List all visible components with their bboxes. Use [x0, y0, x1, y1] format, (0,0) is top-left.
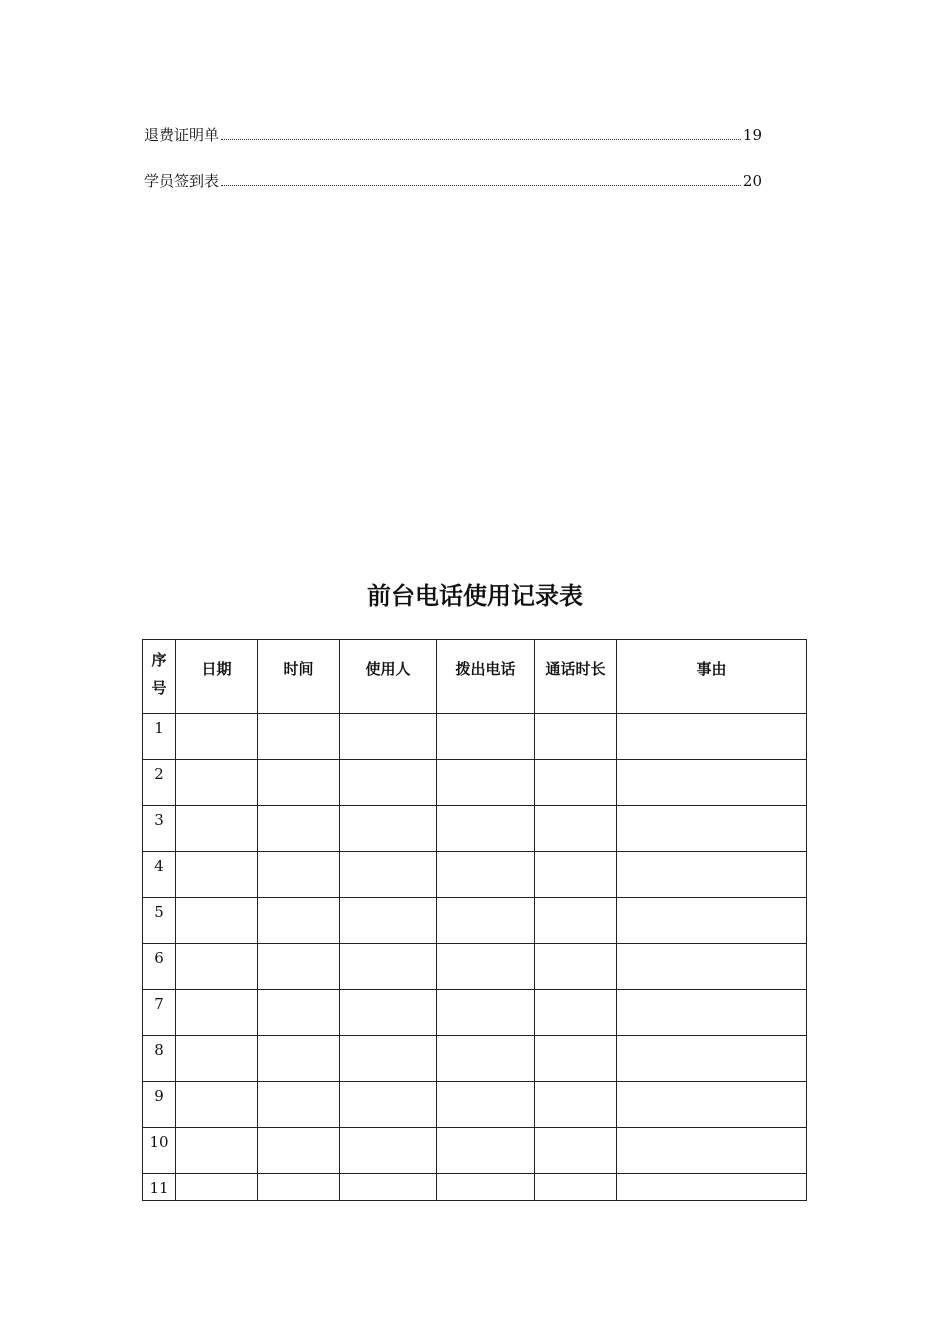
- toc-leader-dots: [221, 139, 741, 140]
- header-user: 使用人: [340, 640, 437, 714]
- user-cell[interactable]: [340, 852, 437, 898]
- dialed-number-cell[interactable]: [437, 1082, 535, 1128]
- duration-cell[interactable]: [535, 760, 617, 806]
- user-cell[interactable]: [340, 806, 437, 852]
- reason-cell[interactable]: [617, 852, 807, 898]
- toc-entry-page: 20: [742, 172, 762, 190]
- reason-cell[interactable]: [617, 944, 807, 990]
- date-cell[interactable]: [176, 944, 258, 990]
- duration-cell[interactable]: [535, 990, 617, 1036]
- toc-entry-label: 学员签到表: [144, 172, 220, 190]
- user-cell[interactable]: [340, 714, 437, 760]
- duration-cell[interactable]: [535, 714, 617, 760]
- reason-cell[interactable]: [617, 760, 807, 806]
- date-cell[interactable]: [176, 1174, 258, 1201]
- date-cell[interactable]: [176, 990, 258, 1036]
- serial-cell: 10: [143, 1128, 176, 1174]
- table-row: [143, 852, 807, 898]
- header-time: 时间: [258, 640, 340, 714]
- serial-cell: 11: [143, 1174, 176, 1201]
- serial-cell: 5: [143, 898, 176, 944]
- date-cell[interactable]: [176, 852, 258, 898]
- time-cell[interactable]: [258, 806, 340, 852]
- date-cell[interactable]: [176, 760, 258, 806]
- date-cell[interactable]: [176, 714, 258, 760]
- time-cell[interactable]: [258, 990, 340, 1036]
- table-header-row: [143, 640, 807, 714]
- toc-entry: [144, 170, 762, 216]
- reason-cell[interactable]: [617, 1174, 807, 1201]
- reason-cell[interactable]: [617, 1036, 807, 1082]
- user-cell[interactable]: [340, 1082, 437, 1128]
- dialed-number-cell[interactable]: [437, 1036, 535, 1082]
- serial-cell: 6: [143, 944, 176, 990]
- dialed-number-cell[interactable]: [437, 1174, 535, 1201]
- user-cell[interactable]: [340, 1036, 437, 1082]
- header-serial-number-label: 序 号: [151, 651, 167, 697]
- header-dialed-number: 拨出电话: [437, 640, 535, 714]
- reason-cell[interactable]: [617, 1128, 807, 1174]
- duration-cell[interactable]: [535, 1128, 617, 1174]
- header-date: 日期: [176, 640, 258, 714]
- user-cell[interactable]: [340, 1174, 437, 1201]
- phone-log-table: [142, 639, 807, 1201]
- dialed-number-cell[interactable]: [437, 990, 535, 1036]
- header-reason: 事由: [617, 640, 807, 714]
- toc-entry-label: 退费证明单: [144, 126, 220, 144]
- header-call-duration: 通话时长: [535, 640, 617, 714]
- table-row: [143, 990, 807, 1036]
- user-cell[interactable]: [340, 898, 437, 944]
- time-cell[interactable]: [258, 714, 340, 760]
- toc-leader-dots: [221, 185, 741, 186]
- date-cell[interactable]: [176, 898, 258, 944]
- header-serial-number: [143, 640, 176, 714]
- user-cell[interactable]: [340, 944, 437, 990]
- time-cell[interactable]: [258, 1174, 340, 1201]
- dialed-number-cell[interactable]: [437, 898, 535, 944]
- table-row: [143, 898, 807, 944]
- table-row: [143, 944, 807, 990]
- table-row: [143, 806, 807, 852]
- table-row: [143, 1128, 807, 1174]
- user-cell[interactable]: [340, 990, 437, 1036]
- duration-cell[interactable]: [535, 1036, 617, 1082]
- duration-cell[interactable]: [535, 1174, 617, 1201]
- date-cell[interactable]: [176, 1036, 258, 1082]
- serial-cell: 9: [143, 1082, 176, 1128]
- document-title: 前台电话使用记录表: [367, 582, 583, 610]
- reason-cell[interactable]: [617, 1082, 807, 1128]
- toc-entry: [144, 124, 762, 170]
- reason-cell[interactable]: [617, 806, 807, 852]
- table-row: [143, 760, 807, 806]
- time-cell[interactable]: [258, 760, 340, 806]
- table-row: [143, 1082, 807, 1128]
- serial-cell: 3: [143, 806, 176, 852]
- duration-cell[interactable]: [535, 944, 617, 990]
- duration-cell[interactable]: [535, 852, 617, 898]
- dialed-number-cell[interactable]: [437, 1128, 535, 1174]
- user-cell[interactable]: [340, 1128, 437, 1174]
- serial-cell: 4: [143, 852, 176, 898]
- table-row: [143, 1174, 807, 1201]
- date-cell[interactable]: [176, 1128, 258, 1174]
- time-cell[interactable]: [258, 1036, 340, 1082]
- serial-cell: 7: [143, 990, 176, 1036]
- duration-cell[interactable]: [535, 1082, 617, 1128]
- time-cell[interactable]: [258, 852, 340, 898]
- reason-cell[interactable]: [617, 898, 807, 944]
- date-cell[interactable]: [176, 1082, 258, 1128]
- reason-cell[interactable]: [617, 714, 807, 760]
- serial-cell: 1: [143, 714, 176, 760]
- time-cell[interactable]: [258, 944, 340, 990]
- table-row: [143, 714, 807, 760]
- serial-cell: 2: [143, 760, 176, 806]
- dialed-number-cell[interactable]: [437, 760, 535, 806]
- duration-cell[interactable]: [535, 806, 617, 852]
- duration-cell[interactable]: [535, 898, 617, 944]
- serial-cell: 8: [143, 1036, 176, 1082]
- table-row: [143, 1036, 807, 1082]
- reason-cell[interactable]: [617, 990, 807, 1036]
- toc-entry-page: 19: [742, 126, 762, 144]
- time-cell[interactable]: [258, 1128, 340, 1174]
- dialed-number-cell[interactable]: [437, 852, 535, 898]
- user-cell[interactable]: [340, 760, 437, 806]
- dialed-number-cell[interactable]: [437, 944, 535, 990]
- time-cell[interactable]: [258, 1082, 340, 1128]
- dialed-number-cell[interactable]: [437, 806, 535, 852]
- time-cell[interactable]: [258, 898, 340, 944]
- dialed-number-cell[interactable]: [437, 714, 535, 760]
- date-cell[interactable]: [176, 806, 258, 852]
- table-of-contents: [144, 124, 762, 216]
